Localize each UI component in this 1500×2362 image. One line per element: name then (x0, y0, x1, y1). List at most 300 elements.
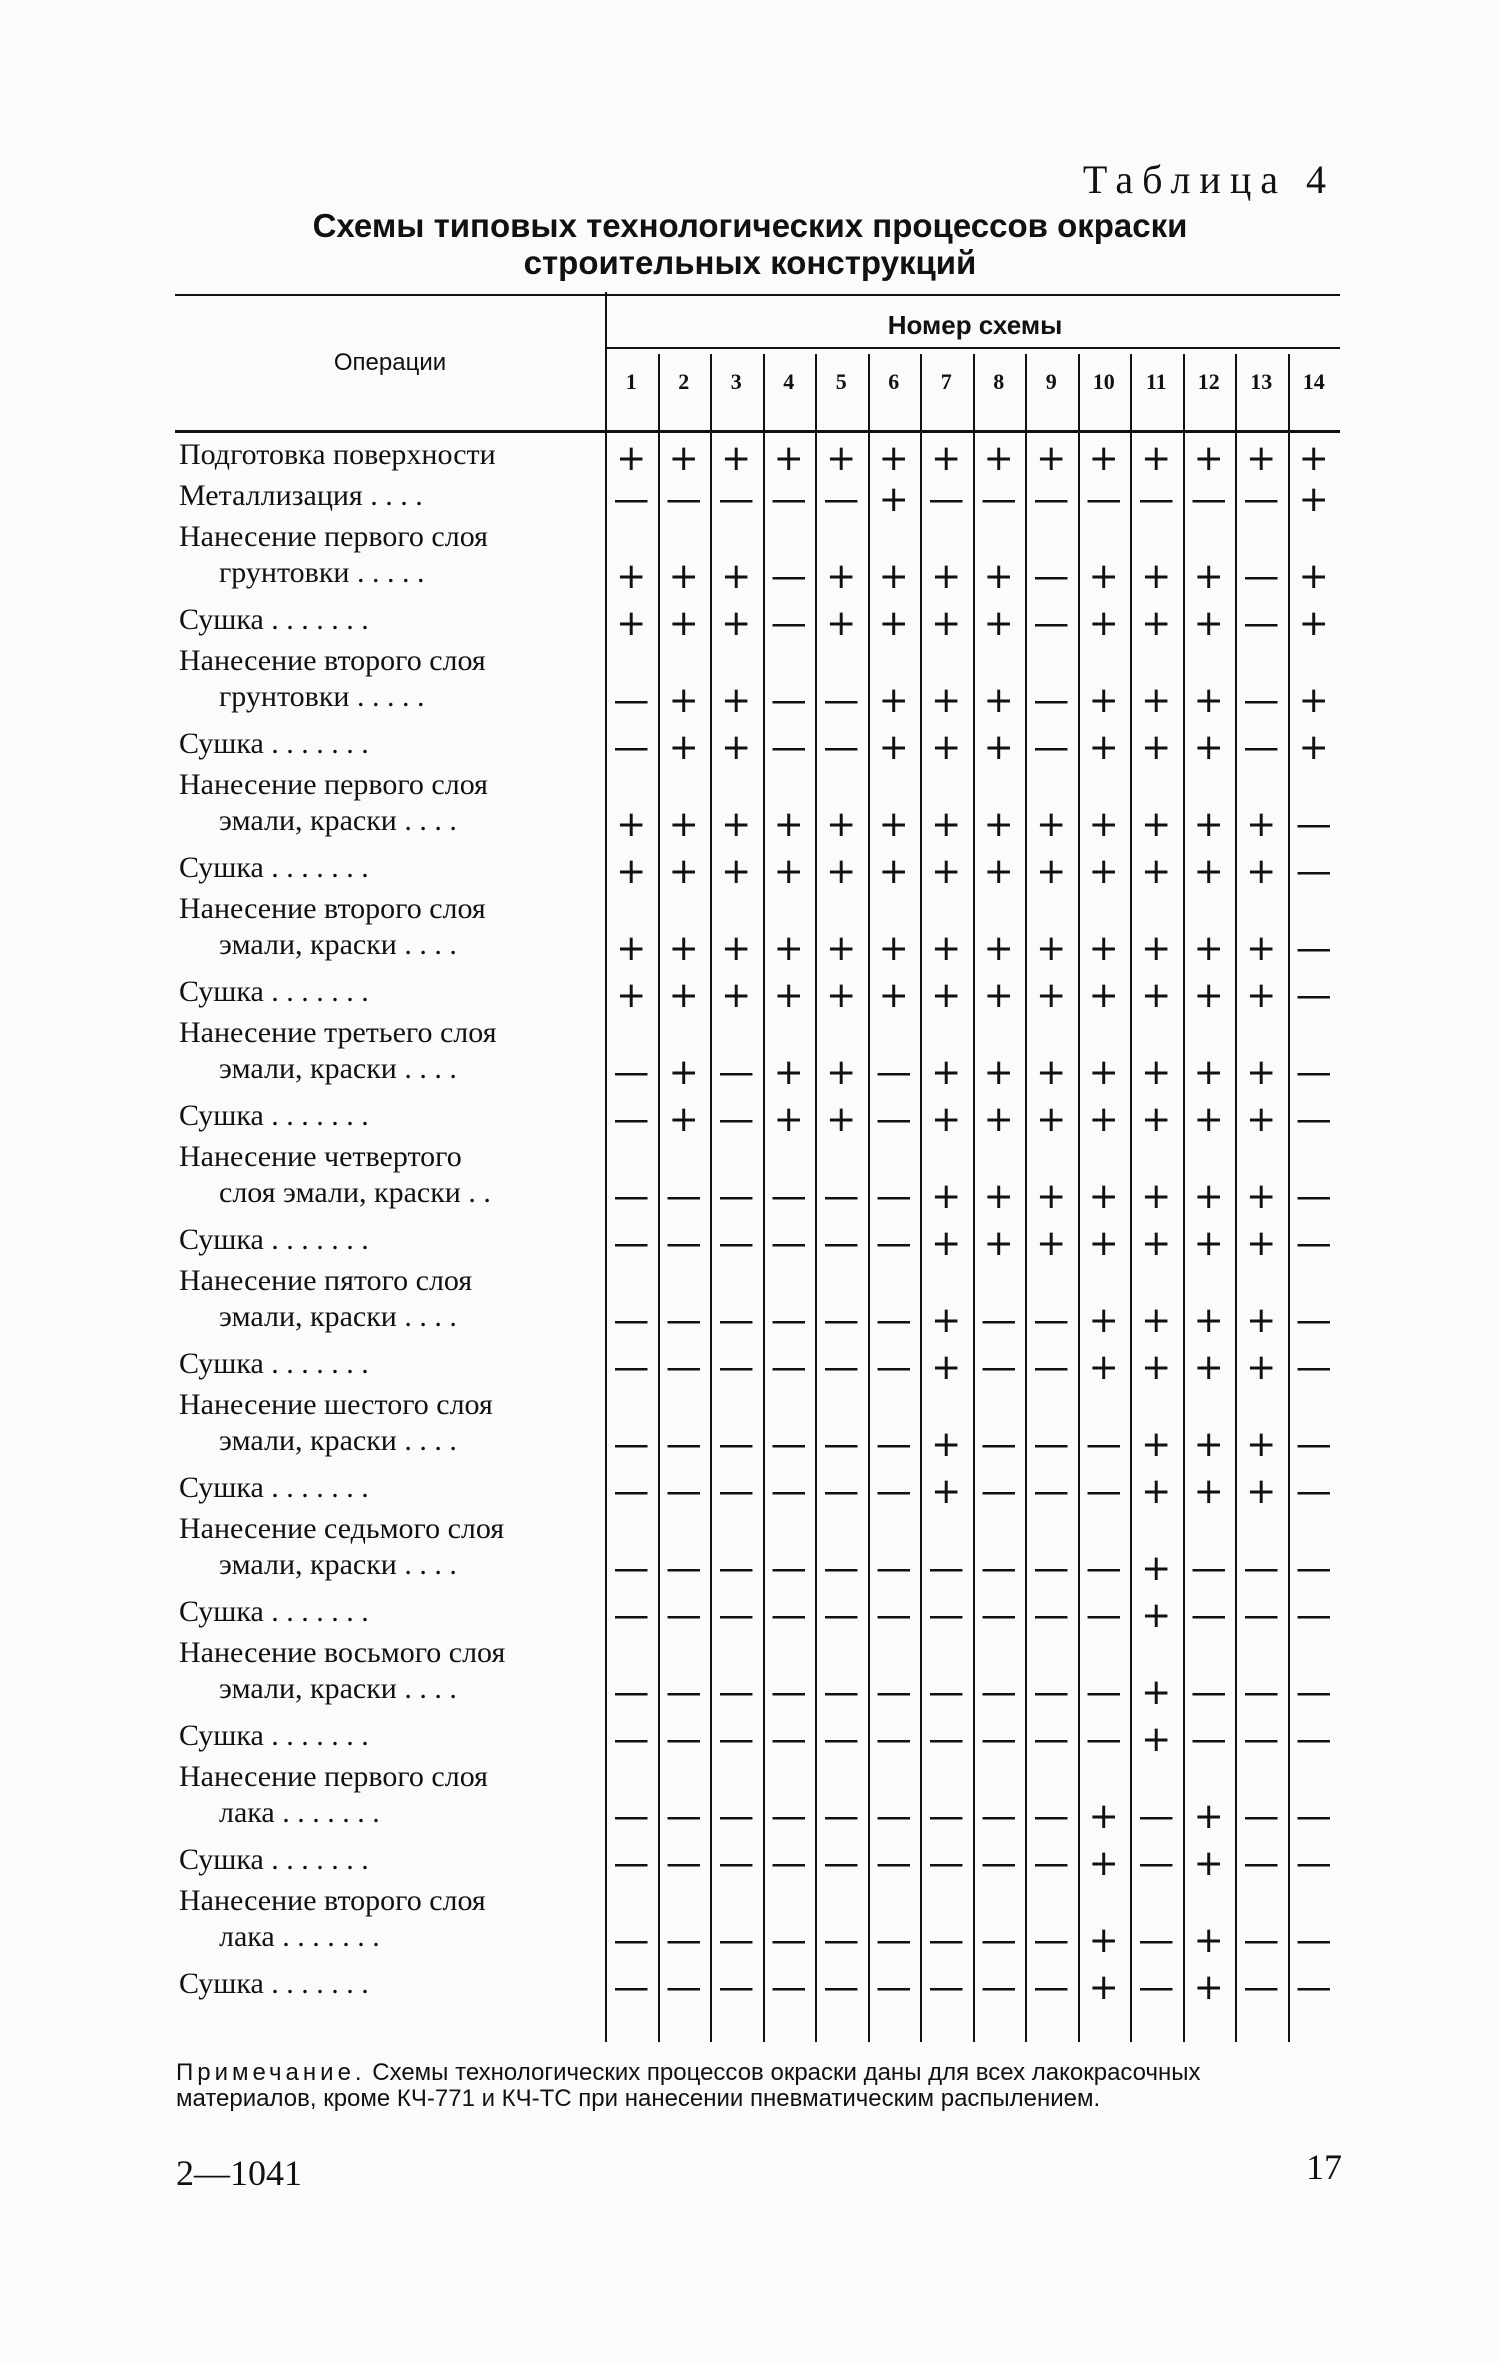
operation-label-line: грунтовки . . . . . (219, 680, 425, 713)
dash-mark: — (928, 1967, 965, 2008)
plus-mark: + (668, 804, 699, 845)
operation-label-line: лака . . . . . . . (219, 1920, 380, 1953)
operation-label (179, 478, 599, 514)
plus-mark: + (1088, 975, 1119, 1016)
dash-mark: — (875, 1920, 912, 1961)
dash-mark: — (875, 1471, 912, 1512)
plus-mark: + (773, 851, 804, 892)
dash-mark: — (928, 1672, 965, 1713)
plus-mark: + (1088, 1223, 1119, 1264)
plus-mark: + (931, 1223, 962, 1264)
plus-mark: + (878, 928, 909, 969)
dash-mark: — (1243, 479, 1280, 520)
dash-mark: — (823, 1548, 860, 1589)
plus-mark: + (1141, 1548, 1172, 1589)
plus-mark: + (878, 680, 909, 721)
plus-mark: + (1141, 727, 1172, 768)
dash-mark: — (1295, 1719, 1332, 1760)
plus-mark: + (878, 479, 909, 520)
plus-mark: + (1036, 928, 1067, 969)
operation-label-line: эмали, краски . . . . (219, 1424, 457, 1457)
plus-mark: + (983, 438, 1014, 479)
dash-mark: — (718, 1223, 755, 1264)
note-text: Схемы технологических процессов окраски даны для всех лакокрасочных материалов, кроме КЧ-771 и КЧ-ТС при нанесении пневматическим распылением. (176, 2059, 1201, 2112)
plus-mark: + (1036, 438, 1067, 479)
dash-mark: — (875, 1595, 912, 1636)
plus-mark: + (668, 603, 699, 644)
plus-mark: + (931, 1424, 962, 1465)
plus-mark: + (1193, 804, 1224, 845)
dash-mark: — (718, 1843, 755, 1884)
dash-mark: — (1243, 680, 1280, 721)
dash-mark: — (1033, 1719, 1070, 1760)
plus-mark: + (773, 928, 804, 969)
plus-mark: + (1193, 603, 1224, 644)
plus-mark: + (1141, 603, 1172, 644)
plus-mark: + (1088, 556, 1119, 597)
plus-mark: + (878, 975, 909, 1016)
dash-mark: — (1033, 1796, 1070, 1837)
plus-mark: + (1246, 928, 1277, 969)
dash-mark: — (1295, 1920, 1332, 1961)
operation-label-line: Нанесение второго слоя (179, 892, 486, 925)
page-number: 17 (1306, 2147, 1342, 2187)
operation-label-line: Нанесение пятого слоя (179, 1264, 473, 1297)
plus-mark: + (1088, 1099, 1119, 1140)
dash-mark: — (1295, 928, 1332, 969)
table-title-line-2: строительных конструкций (523, 244, 977, 281)
operation-label (179, 1470, 599, 1506)
dash-mark: — (1243, 556, 1280, 597)
dash-mark: — (613, 1300, 650, 1341)
plus-mark: + (721, 603, 752, 644)
plus-mark: + (826, 928, 857, 969)
dash-mark: — (928, 1548, 965, 1589)
dash-mark: — (770, 727, 807, 768)
plus-mark: + (668, 556, 699, 597)
operation-label-line: Сушка . . . . . . . (179, 1967, 369, 2000)
dash-mark: — (875, 1300, 912, 1341)
plus-mark: + (1193, 1967, 1224, 2008)
plus-mark: + (1246, 1424, 1277, 1465)
dash-mark: — (613, 1796, 650, 1837)
dash-mark: — (823, 1300, 860, 1341)
plus-mark: + (773, 975, 804, 1016)
plus-mark: + (931, 680, 962, 721)
plus-mark: + (1193, 1471, 1224, 1512)
dash-mark: — (875, 1424, 912, 1465)
dash-mark: — (718, 1672, 755, 1713)
dash-mark: — (1243, 603, 1280, 644)
dash-mark: — (1085, 1595, 1122, 1636)
dash-mark: — (1295, 1223, 1332, 1264)
plus-mark: + (931, 1176, 962, 1217)
scheme-number-cell: 13 (1250, 369, 1273, 394)
plus-mark: + (1036, 851, 1067, 892)
dash-mark: — (1033, 1672, 1070, 1713)
dash-mark: — (665, 479, 702, 520)
dash-mark: — (665, 1300, 702, 1341)
scheme-number-cell: 1 (625, 369, 637, 394)
plus-mark: + (1298, 680, 1329, 721)
operation-label-line: Сушка . . . . . . . (179, 1719, 369, 1752)
dash-mark: — (665, 1347, 702, 1388)
plus-mark: + (1141, 1223, 1172, 1264)
operation-label (179, 1594, 599, 1630)
operation-label (179, 974, 599, 1010)
scheme-number-cell: 2 (678, 369, 690, 394)
plus-mark: + (721, 438, 752, 479)
plus-mark: + (878, 603, 909, 644)
plus-mark: + (983, 603, 1014, 644)
plus-mark: + (1193, 1052, 1224, 1093)
plus-mark: + (1193, 1347, 1224, 1388)
plus-mark: + (931, 1099, 962, 1140)
dash-mark: — (613, 680, 650, 721)
dash-mark: — (1295, 1967, 1332, 2008)
dash-mark: — (823, 727, 860, 768)
dash-mark: — (1243, 1920, 1280, 1961)
operation-label-line: Нанесение первого слоя (179, 768, 488, 801)
dash-mark: — (875, 1719, 912, 1760)
operation-label (179, 1718, 599, 1754)
dash-mark: — (980, 1843, 1017, 1884)
plus-mark: + (1246, 851, 1277, 892)
plus-mark: + (826, 975, 857, 1016)
dash-mark: — (823, 479, 860, 520)
dash-mark: — (1033, 1920, 1070, 1961)
plus-mark: + (1036, 1052, 1067, 1093)
operation-label-line: эмали, краски . . . . (219, 1548, 457, 1581)
dash-mark: — (718, 1300, 755, 1341)
dash-mark: — (665, 1471, 702, 1512)
plus-mark: + (1193, 1920, 1224, 1961)
plus-mark: + (1141, 1347, 1172, 1388)
operations-header-label: Операции (333, 349, 447, 376)
plus-mark: + (1088, 1843, 1119, 1884)
plus-mark: + (773, 1052, 804, 1093)
plus-mark: + (1298, 603, 1329, 644)
dash-mark: — (1295, 1796, 1332, 1837)
dash-mark: — (980, 479, 1017, 520)
operation-label (179, 850, 599, 886)
plus-mark: + (1193, 727, 1224, 768)
dash-mark: — (823, 680, 860, 721)
plus-mark: + (721, 975, 752, 1016)
plus-mark: + (826, 804, 857, 845)
operation-label-line: Нанесение второго слоя (179, 644, 486, 677)
dash-mark: — (875, 1843, 912, 1884)
dash-mark: — (823, 1796, 860, 1837)
operation-label-line: Нанесение второго слоя (179, 1884, 486, 1917)
scheme-number-cell: 7 (940, 369, 952, 394)
dash-mark: — (770, 1796, 807, 1837)
plus-mark: + (1193, 1843, 1224, 1884)
dash-mark: — (770, 1672, 807, 1713)
plus-mark: + (1298, 556, 1329, 597)
plus-mark: + (1141, 928, 1172, 969)
plus-mark: + (878, 556, 909, 597)
plus-mark: + (1141, 1595, 1172, 1636)
plus-mark: + (983, 1052, 1014, 1093)
dash-mark: — (875, 1672, 912, 1713)
operation-label-line: Подготовка поверхности (179, 438, 496, 471)
operation-label-line: Сушка . . . . . . . (179, 727, 369, 760)
operation-label (179, 1015, 599, 1087)
plus-mark: + (1088, 727, 1119, 768)
plus-mark: + (1141, 1424, 1172, 1465)
plus-mark: + (1298, 727, 1329, 768)
plus-mark: + (878, 438, 909, 479)
plus-mark: + (1036, 1099, 1067, 1140)
plus-mark: + (826, 1052, 857, 1093)
plus-mark: + (1193, 1099, 1224, 1140)
plus-mark: + (1246, 1223, 1277, 1264)
dash-mark: — (770, 1176, 807, 1217)
plus-mark: + (773, 1099, 804, 1140)
dash-mark: — (613, 1471, 650, 1512)
plus-mark: + (1036, 804, 1067, 845)
dash-mark: — (613, 1672, 650, 1713)
dash-mark: — (1085, 1548, 1122, 1589)
scheme-number-cell: 12 (1197, 369, 1220, 394)
table-label: Таблица 4 (1082, 157, 1335, 202)
dash-mark: — (980, 1796, 1017, 1837)
plus-mark: + (668, 1052, 699, 1093)
dash-mark: — (1033, 1347, 1070, 1388)
operation-label (179, 1759, 599, 1831)
dash-mark: — (1295, 975, 1332, 1016)
dash-mark: — (823, 1595, 860, 1636)
operation-label-line: Нанесение четвертого (179, 1140, 462, 1173)
dash-mark: — (718, 1424, 755, 1465)
plus-mark: + (1088, 438, 1119, 479)
dash-mark: — (875, 1176, 912, 1217)
dash-mark: — (1033, 1843, 1070, 1884)
dash-mark: — (1138, 1967, 1175, 2008)
dash-mark: — (823, 1424, 860, 1465)
dash-mark: — (718, 1052, 755, 1093)
plus-mark: + (668, 851, 699, 892)
scheme-number-cell: 5 (835, 369, 847, 394)
dash-mark: — (1033, 1548, 1070, 1589)
plus-mark: + (1036, 1223, 1067, 1264)
dash-mark: — (1190, 1595, 1227, 1636)
dash-mark: — (823, 1347, 860, 1388)
dash-mark: — (980, 1672, 1017, 1713)
plus-mark: + (983, 1099, 1014, 1140)
plus-mark: + (983, 727, 1014, 768)
operation-label (179, 1883, 599, 1955)
plus-mark: + (1246, 1471, 1277, 1512)
dash-mark: — (665, 1920, 702, 1961)
plus-mark: + (1088, 804, 1119, 845)
dash-mark: — (1033, 1424, 1070, 1465)
dash-mark: — (1295, 1176, 1332, 1217)
dash-mark: — (718, 479, 755, 520)
plus-mark: + (1141, 804, 1172, 845)
dash-mark: — (1243, 1548, 1280, 1589)
dash-mark: — (1138, 479, 1175, 520)
scheme-number-cell: 14 (1302, 369, 1325, 394)
dash-mark: — (1138, 1843, 1175, 1884)
dash-mark: — (1033, 1300, 1070, 1341)
plus-mark: + (878, 804, 909, 845)
plus-mark: + (1193, 851, 1224, 892)
plus-mark: + (1246, 804, 1277, 845)
scheme-number-cell: 8 (993, 369, 1005, 394)
scheme-number-cell: 6 (888, 369, 900, 394)
plus-mark: + (826, 1099, 857, 1140)
plus-mark: + (1246, 975, 1277, 1016)
plus-mark: + (1088, 928, 1119, 969)
scheme-number-cell: 3 (730, 369, 742, 394)
dash-mark: — (665, 1176, 702, 1217)
plus-mark: + (1193, 928, 1224, 969)
dash-mark: — (665, 1548, 702, 1589)
dash-mark: — (1243, 1719, 1280, 1760)
plus-mark: + (1193, 1176, 1224, 1217)
plus-mark: + (931, 1052, 962, 1093)
plus-mark: + (1141, 1176, 1172, 1217)
plus-mark: + (983, 804, 1014, 845)
plus-mark: + (931, 603, 962, 644)
dash-mark: — (770, 1719, 807, 1760)
dash-mark: — (1295, 1300, 1332, 1341)
scheme-number-cell: 9 (1045, 369, 1057, 394)
dash-mark: — (875, 1967, 912, 2008)
dash-mark: — (770, 1471, 807, 1512)
dash-mark: — (770, 1843, 807, 1884)
operation-label-line: Нанесение первого слоя (179, 1760, 488, 1793)
dash-mark: — (770, 1548, 807, 1589)
dash-mark: — (875, 1223, 912, 1264)
operation-label-line: Сушка . . . . . . . (179, 603, 369, 636)
operation-label (179, 1635, 599, 1707)
operation-label-line: Сушка . . . . . . . (179, 851, 369, 884)
plus-mark: + (931, 851, 962, 892)
table-note (176, 2060, 1340, 2112)
dash-mark: — (613, 727, 650, 768)
plus-mark: + (983, 851, 1014, 892)
dash-mark: — (665, 1672, 702, 1713)
dash-mark: — (1243, 1967, 1280, 2008)
operation-label (179, 1387, 599, 1459)
dash-mark: — (718, 1796, 755, 1837)
dash-mark: — (770, 479, 807, 520)
dash-mark: — (980, 1719, 1017, 1760)
dash-mark: — (823, 1223, 860, 1264)
operation-label (179, 1511, 599, 1583)
dash-mark: — (1033, 1595, 1070, 1636)
dash-mark: — (613, 1595, 650, 1636)
dash-mark: — (1190, 479, 1227, 520)
operations-header (175, 292, 605, 432)
column-divider (605, 292, 607, 2042)
plus-mark: + (1246, 1176, 1277, 1217)
operation-label-line: лака . . . . . . . (219, 1796, 380, 1829)
operation-label (179, 1842, 599, 1878)
dash-mark: — (665, 1843, 702, 1884)
plus-mark: + (826, 851, 857, 892)
dash-mark: — (875, 1347, 912, 1388)
dash-mark: — (1295, 1052, 1332, 1093)
operation-label (179, 1263, 599, 1335)
dash-mark: — (1033, 603, 1070, 644)
dash-mark: — (928, 1719, 965, 1760)
plus-mark: + (1141, 975, 1172, 1016)
dash-mark: — (770, 1967, 807, 2008)
plus-mark: + (721, 680, 752, 721)
dash-mark: — (718, 1548, 755, 1589)
note-label: Примечание. (176, 2059, 366, 2086)
dash-mark: — (770, 1347, 807, 1388)
plus-mark: + (931, 928, 962, 969)
plus-mark: + (1141, 1471, 1172, 1512)
plus-mark: + (773, 804, 804, 845)
dash-mark: — (1295, 1099, 1332, 1140)
operation-label-line: слоя эмали, краски . . (219, 1176, 491, 1209)
operation-label (179, 602, 599, 638)
dash-mark: — (1295, 851, 1332, 892)
dash-mark: — (875, 1052, 912, 1093)
dash-mark: — (1295, 804, 1332, 845)
dash-mark: — (823, 1920, 860, 1961)
operation-label-line: эмали, краски . . . . (219, 1300, 457, 1333)
plus-mark: + (1246, 1052, 1277, 1093)
dash-mark: — (613, 1719, 650, 1760)
dash-mark: — (1138, 1796, 1175, 1837)
dash-mark: — (718, 1176, 755, 1217)
plus-mark: + (616, 804, 647, 845)
operation-label-line: Нанесение седьмого слоя (179, 1512, 505, 1545)
operation-label (179, 726, 599, 762)
plus-mark: + (616, 438, 647, 479)
plus-mark: + (1193, 1300, 1224, 1341)
dash-mark: — (1243, 1796, 1280, 1837)
dash-mark: — (875, 1099, 912, 1140)
plus-mark: + (983, 1223, 1014, 1264)
dash-mark: — (770, 1300, 807, 1341)
dash-mark: — (613, 1223, 650, 1264)
operation-label-line: Сушка . . . . . . . (179, 1595, 369, 1628)
plus-mark: + (1141, 438, 1172, 479)
dash-mark: — (1295, 1672, 1332, 1713)
operation-label-line: эмали, краски . . . . (219, 1052, 457, 1085)
operation-label-line: Нанесение шестого слоя (179, 1388, 493, 1421)
print-signature: 2—1041 (176, 2153, 302, 2193)
plus-mark: + (878, 727, 909, 768)
operation-label (179, 1098, 599, 1134)
plus-mark: + (1036, 1176, 1067, 1217)
header-bottom-rule (175, 430, 1340, 433)
plus-mark: + (721, 851, 752, 892)
operation-label-line: Сушка . . . . . . . (179, 975, 369, 1008)
operation-label-line: Сушка . . . . . . . (179, 1347, 369, 1380)
dash-mark: — (980, 1920, 1017, 1961)
plus-mark: + (1088, 1300, 1119, 1341)
plus-mark: + (668, 975, 699, 1016)
plus-mark: + (1088, 1967, 1119, 2008)
operation-label (179, 1139, 599, 1211)
plus-mark: + (1193, 1796, 1224, 1837)
plus-mark: + (1088, 1920, 1119, 1961)
plus-mark: + (668, 680, 699, 721)
dash-mark: — (928, 1595, 965, 1636)
dash-mark: — (1295, 1595, 1332, 1636)
table-title-line-1: Схемы типовых технологических процессов окраски (312, 207, 1188, 244)
dash-mark: — (665, 1719, 702, 1760)
